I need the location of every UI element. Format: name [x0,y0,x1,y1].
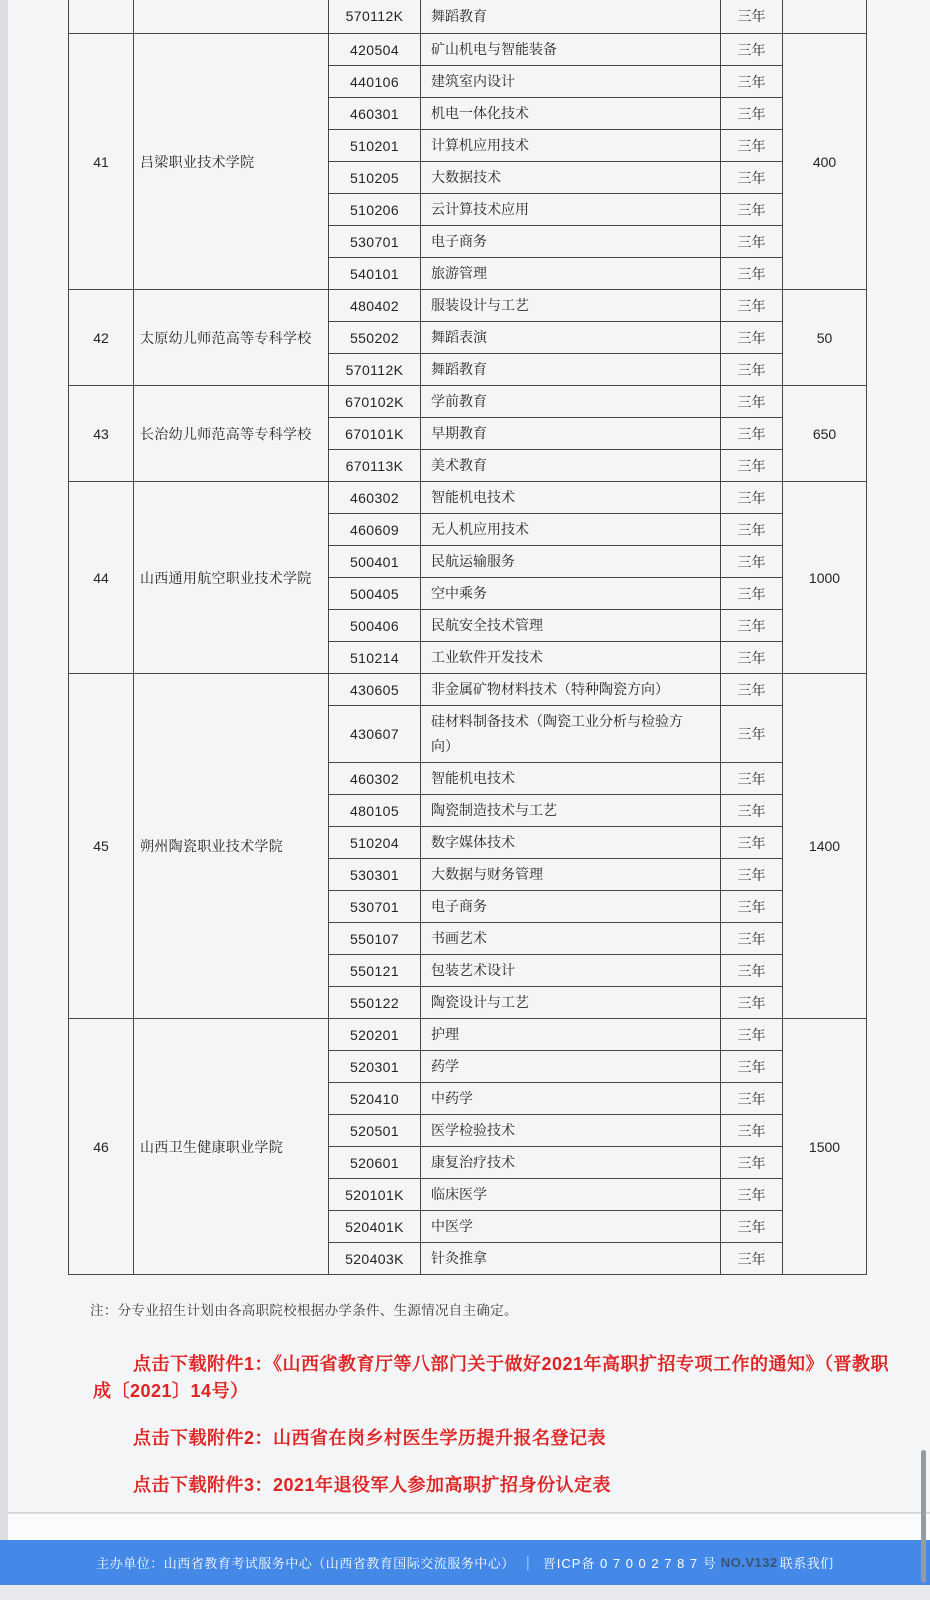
major-code-cell: 460609 [329,514,421,546]
row-number-cell: 42 [69,290,134,386]
major-code-cell: 520403K [329,1243,421,1275]
duration-cell: 三年 [721,162,783,194]
major-code-cell: 510205 [329,162,421,194]
major-name-cell: 云计算技术应用 [421,194,721,226]
duration-cell: 三年 [721,194,783,226]
enrollment-count-cell: 50 [783,290,867,386]
major-name-cell: 非金属矿物材料技术（特种陶瓷方向） [421,674,721,706]
major-name-cell: 舞蹈教育 [421,354,721,386]
duration-cell: 三年 [721,1115,783,1147]
major-code-cell: 570112K [329,354,421,386]
table-row [69,0,867,34]
page-bottom-strip [0,1585,930,1600]
table-row [69,290,867,322]
major-code-cell: 520410 [329,1083,421,1115]
major-name-cell: 电子商务 [421,226,721,258]
table-row [69,1019,867,1051]
school-name-cell: 吕梁职业技术学院 [134,34,329,290]
enrollment-table-body [69,0,867,1275]
major-code-cell: 510201 [329,130,421,162]
major-code-cell: 460302 [329,763,421,795]
major-code-cell: 500401 [329,546,421,578]
duration-cell: 三年 [721,546,783,578]
major-name-cell: 旅游管理 [421,258,721,290]
duration-cell: 三年 [721,610,783,642]
content-area [8,0,930,1513]
school-name-cell: 山西通用航空职业技术学院 [134,482,329,674]
row-number-cell: 46 [69,1019,134,1275]
footer-host-text: 主办单位：山西省教育考试服务中心（山西省教育国际交流服务中心） [96,1556,515,1571]
enrollment-count-cell [783,0,867,34]
major-name-cell: 电子商务 [421,891,721,923]
major-name-cell: 无人机应用技术 [421,514,721,546]
duration-cell: 三年 [721,98,783,130]
major-name-cell: 陶瓷设计与工艺 [421,987,721,1019]
major-code-cell: 670113K [329,450,421,482]
duration-cell: 三年 [721,418,783,450]
major-name-cell: 智能机电技术 [421,763,721,795]
major-code-cell: 670101K [329,418,421,450]
major-code-cell: 460302 [329,482,421,514]
row-number-cell: 41 [69,34,134,290]
table-row [69,482,867,514]
enrollment-table [68,0,867,1275]
major-code-cell: 570112K [329,0,421,34]
major-name-cell: 大数据技术 [421,162,721,194]
major-name-cell: 工业软件开发技术 [421,642,721,674]
duration-cell: 三年 [721,859,783,891]
major-name-cell: 学前教育 [421,386,721,418]
duration-cell: 三年 [721,795,783,827]
major-code-cell: 430605 [329,674,421,706]
major-code-cell: 530701 [329,891,421,923]
duration-cell: 三年 [721,955,783,987]
duration-cell: 三年 [721,66,783,98]
row-number-cell: 44 [69,482,134,674]
major-code-cell: 500405 [329,578,421,610]
major-name-cell: 服装设计与工艺 [421,290,721,322]
row-number-cell [69,0,134,34]
major-code-cell: 670102K [329,386,421,418]
major-code-cell: 460301 [329,98,421,130]
major-code-cell: 520301 [329,1051,421,1083]
duration-cell: 三年 [721,578,783,610]
major-code-cell: 550202 [329,322,421,354]
major-name-cell: 矿山机电与智能装备 [421,34,721,66]
major-code-cell: 480402 [329,290,421,322]
major-name-cell: 针灸推拿 [421,1243,721,1275]
duration-cell: 三年 [721,290,783,322]
enrollment-table-wrapper [68,0,868,1275]
footer-separator: │ [524,1555,533,1570]
major-name-cell: 舞蹈教育 [421,0,721,34]
major-name-cell: 包装艺术设计 [421,955,721,987]
enrollment-count-cell: 1500 [783,1019,867,1275]
school-name-cell: 太原幼儿师范高等专科学校 [134,290,329,386]
duration-cell: 三年 [721,226,783,258]
footer-watermark: NO.V132 [720,1555,778,1570]
major-name-cell: 硅材料制备技术（陶瓷工业分析与检验方向） [421,706,721,763]
footer-contact-link[interactable]: 联系我们 [779,1556,834,1571]
major-code-cell: 510204 [329,827,421,859]
major-name-cell: 计算机应用技术 [421,130,721,162]
duration-cell: 三年 [721,763,783,795]
duration-cell: 三年 [721,0,783,34]
major-code-cell: 440106 [329,66,421,98]
enrollment-count-cell: 650 [783,386,867,482]
duration-cell: 三年 [721,1147,783,1179]
major-name-cell: 药学 [421,1051,721,1083]
major-name-cell: 舞蹈表演 [421,322,721,354]
school-name-cell: 朔州陶瓷职业技术学院 [134,674,329,1019]
major-name-cell: 临床医学 [421,1179,721,1211]
major-code-cell: 550121 [329,955,421,987]
duration-cell: 三年 [721,1019,783,1051]
duration-cell: 三年 [721,642,783,674]
duration-cell: 三年 [721,482,783,514]
duration-cell: 三年 [721,987,783,1019]
duration-cell: 三年 [721,34,783,66]
duration-cell: 三年 [721,1211,783,1243]
major-code-cell: 480105 [329,795,421,827]
content-footer-gap [8,1514,930,1540]
major-code-cell: 530701 [329,226,421,258]
major-name-cell: 康复治疗技术 [421,1147,721,1179]
duration-cell: 三年 [721,450,783,482]
major-code-cell: 430607 [329,706,421,763]
school-name-cell: 山西卫生健康职业学院 [134,1019,329,1275]
major-name-cell: 空中乘务 [421,578,721,610]
major-name-cell: 数字媒体技术 [421,827,721,859]
major-name-cell: 机电一体化技术 [421,98,721,130]
major-code-cell: 520401K [329,1211,421,1243]
major-name-cell: 陶瓷制造技术与工艺 [421,795,721,827]
footer-icp-number: 晋ICP备 0 7 0 0 2 7 8 7 号 [542,1556,717,1571]
vertical-scrollbar-thumb[interactable] [921,1450,926,1583]
duration-cell: 三年 [721,923,783,955]
duration-cell: 三年 [721,891,783,923]
duration-cell: 三年 [721,1243,783,1275]
plan-note: 注：分专业招生计划由各高职院校根据办学条件、生源情况自主确定。 [90,1303,518,1318]
duration-cell: 三年 [721,130,783,162]
table-row [69,386,867,418]
major-name-cell: 医学检验技术 [421,1115,721,1147]
major-code-cell: 510214 [329,642,421,674]
duration-cell: 三年 [721,1083,783,1115]
duration-cell: 三年 [721,1051,783,1083]
major-name-cell: 中医学 [421,1211,721,1243]
major-name-cell: 民航运输服务 [421,546,721,578]
major-code-cell: 520501 [329,1115,421,1147]
major-name-cell: 美术教育 [421,450,721,482]
duration-cell: 三年 [721,322,783,354]
attachment-download-link-1[interactable]: 点击下载附件1：《山西省教育厅等八部门关于做好2021年高职扩招专项工作的通知》（晋教职成〔2021〕14号） [93,1354,890,1401]
major-name-cell: 早期教育 [421,418,721,450]
school-name-cell [134,0,329,34]
major-code-cell: 420504 [329,34,421,66]
row-number-cell: 43 [69,386,134,482]
duration-cell: 三年 [721,258,783,290]
enrollment-count-cell: 400 [783,34,867,290]
row-number-cell: 45 [69,674,134,1019]
major-code-cell: 550107 [329,923,421,955]
duration-cell: 三年 [721,827,783,859]
major-name-cell: 智能机电技术 [421,482,721,514]
school-name-cell: 长治幼儿师范高等专科学校 [134,386,329,482]
major-code-cell: 550122 [329,987,421,1019]
site-footer [0,1540,930,1585]
table-row [69,34,867,66]
major-code-cell: 520601 [329,1147,421,1179]
major-code-cell: 530301 [329,859,421,891]
enrollment-count-cell: 1000 [783,482,867,674]
major-code-cell: 540101 [329,258,421,290]
attachment-download-link-2[interactable]: 点击下载附件2：山西省在岗乡村医生学历提升报名登记表 [133,1428,607,1448]
major-name-cell: 建筑室内设计 [421,66,721,98]
major-code-cell: 520101K [329,1179,421,1211]
attachment-links [8,1351,930,1499]
duration-cell: 三年 [721,706,783,763]
table-row [69,674,867,706]
enrollment-count-cell: 1400 [783,674,867,1019]
major-code-cell: 510206 [329,194,421,226]
major-name-cell: 大数据与财务管理 [421,859,721,891]
major-code-cell: 500406 [329,610,421,642]
duration-cell: 三年 [721,354,783,386]
duration-cell: 三年 [721,514,783,546]
duration-cell: 三年 [721,674,783,706]
major-name-cell: 书画艺术 [421,923,721,955]
major-name-cell: 中药学 [421,1083,721,1115]
major-code-cell: 520201 [329,1019,421,1051]
major-name-cell: 护理 [421,1019,721,1051]
duration-cell: 三年 [721,1179,783,1211]
attachment-download-link-3[interactable]: 点击下载附件3：2021年退役军人参加高职扩招身份认定表 [133,1475,612,1495]
duration-cell: 三年 [721,386,783,418]
major-name-cell: 民航安全技术管理 [421,610,721,642]
